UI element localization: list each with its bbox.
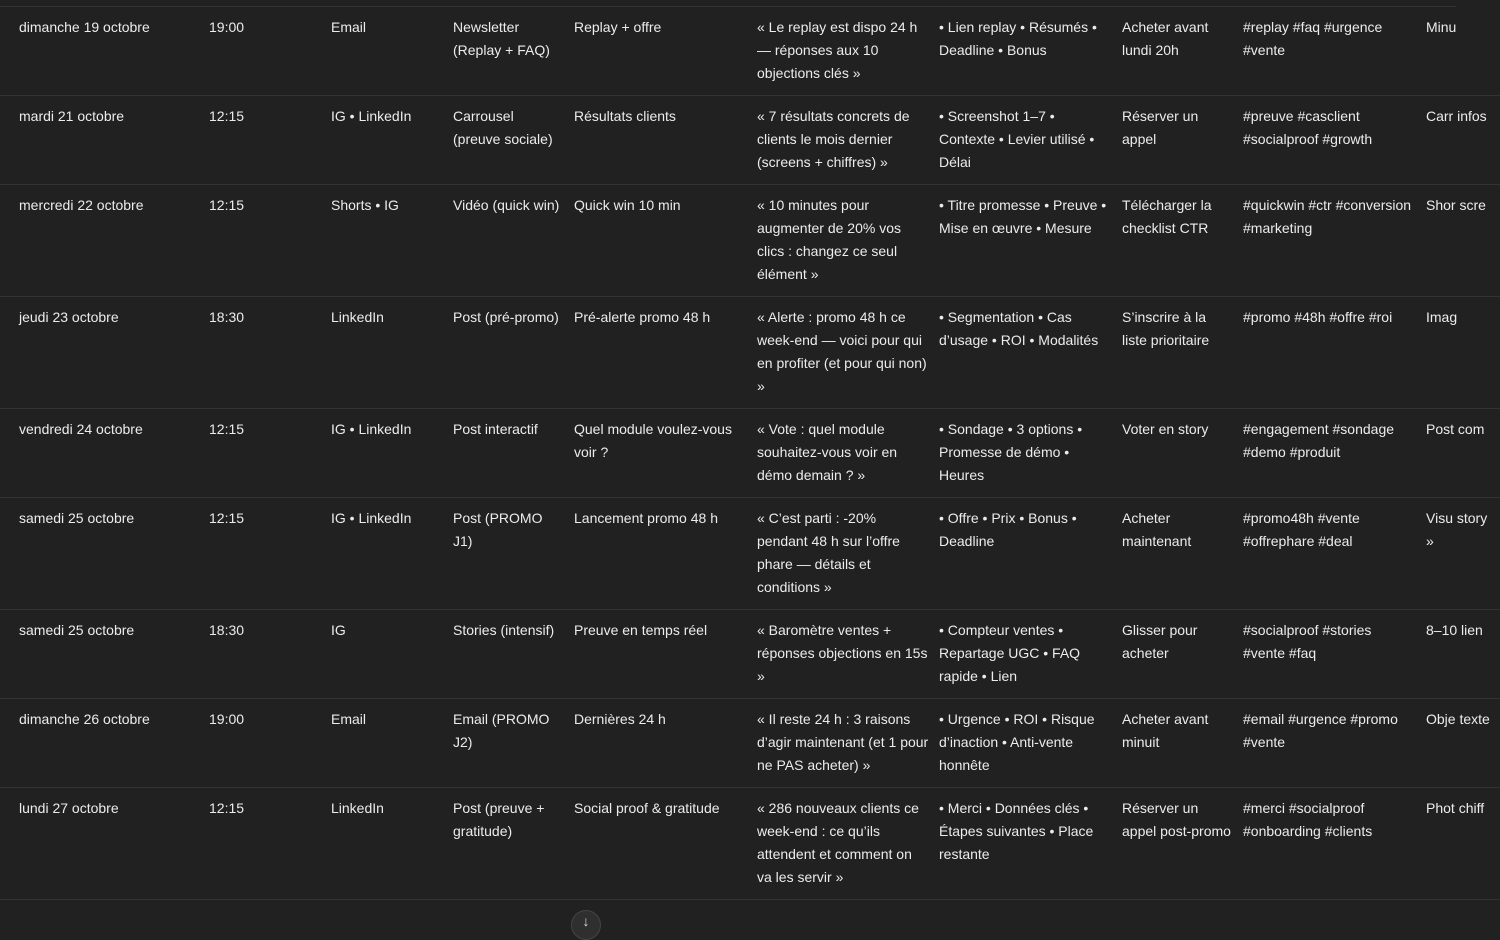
cell-format: Post (pré-promo) (453, 297, 574, 409)
cell-hook: « 10 minutes pour augmenter de 20% vos clics : changez ce seul élément » (757, 185, 939, 297)
cell-theme: Replay + offre (574, 7, 757, 96)
cell-time: 19:00 (209, 7, 331, 96)
cell-format: Post (PROMO J1) (453, 498, 574, 610)
cell-cta: Réserver un appel post-promo (1122, 788, 1243, 900)
cell-visual: 8–10 lien (1426, 610, 1500, 699)
cell-date: vendredi 24 octobre (0, 409, 209, 498)
cell-structure: • Merci • Données clés • Étapes suivantes • Place restante (939, 788, 1122, 900)
cell-channel: LinkedIn (331, 297, 453, 409)
cell-hook: « 7 résultats concrets de clients le mois dernier (screens + chiffres) » (757, 96, 939, 185)
cell-channel: Email (331, 699, 453, 788)
table-row (0, 297, 1500, 409)
table-row (0, 498, 1500, 610)
cell-visual: Carr infos (1426, 96, 1500, 185)
cell-structure: • Lien replay • Résumés • Deadline • Bonus (939, 7, 1122, 96)
cell-hook: « Vote : quel module souhaitez-vous voir en démo demain ? » (757, 409, 939, 498)
cell-cta: Télécharger la checklist CTR (1122, 185, 1243, 297)
cell-hashtags: #quickwin #ctr #conversion #marketing (1243, 185, 1426, 297)
cell-date: lundi 27 octobre (0, 788, 209, 900)
cell-cta: S’inscrire à la liste prioritaire (1122, 297, 1243, 409)
cell-theme: Pré-alerte promo 48 h (574, 297, 757, 409)
cell-hook: « Alerte : promo 48 h ce week-end — voici pour qui en profiter (et pour qui non) » (757, 297, 939, 409)
cell-hook: « Il reste 24 h : 3 raisons d’agir maintenant (et 1 pour ne PAS acheter) » (757, 699, 939, 788)
cell-structure: • Titre promesse • Preuve • Mise en œuvre • Mesure (939, 185, 1122, 297)
cell-visual: Post com (1426, 409, 1500, 498)
cell-structure: • Urgence • ROI • Risque d’inaction • Anti-vente honnête (939, 699, 1122, 788)
cell-time: 19:00 (209, 699, 331, 788)
table-row (0, 7, 1500, 96)
cell-time: 18:30 (209, 610, 331, 699)
cell-hook: « Baromètre ventes + réponses objections en 15s » (757, 610, 939, 699)
cell-theme: Quick win 10 min (574, 185, 757, 297)
table-row (0, 185, 1500, 297)
cell-format: Post interactif (453, 409, 574, 498)
cell-visual: Minu (1426, 7, 1500, 96)
cell-hashtags: #replay #faq #urgence #vente (1243, 7, 1426, 96)
cell-structure: • Segmentation • Cas d’usage • ROI • Modalités (939, 297, 1122, 409)
cell-time: 12:15 (209, 409, 331, 498)
cell-hashtags: #merci #socialproof #onboarding #clients (1243, 788, 1426, 900)
cell-visual: Shor scre (1426, 185, 1500, 297)
cell-theme: Preuve en temps réel (574, 610, 757, 699)
cell-time: 18:30 (209, 297, 331, 409)
cell-visual: Obje texte (1426, 699, 1500, 788)
cell-hashtags: #socialproof #stories #vente #faq (1243, 610, 1426, 699)
cell-channel: LinkedIn (331, 788, 453, 900)
table-row (0, 610, 1500, 699)
cell-format: Post (preuve + gratitude) (453, 788, 574, 900)
cell-theme: Résultats clients (574, 96, 757, 185)
cell-cta: Réserver un appel (1122, 96, 1243, 185)
cell-hashtags: #engagement #sondage #demo #produit (1243, 409, 1426, 498)
cell-hook: « 286 nouveaux clients ce week-end : ce qu’ils attendent et comment on va les servir » (757, 788, 939, 900)
cell-theme: Social proof & gratitude (574, 788, 757, 900)
cell-time: 12:15 (209, 498, 331, 610)
cell-date: mardi 21 octobre (0, 96, 209, 185)
cell-channel: IG • LinkedIn (331, 96, 453, 185)
cell-structure: • Sondage • 3 options • Promesse de démo • Heures (939, 409, 1122, 498)
cell-visual: Imag (1426, 297, 1500, 409)
cell-time: 12:15 (209, 788, 331, 900)
cell-date: samedi 25 octobre (0, 498, 209, 610)
cell-format: Email (PROMO J2) (453, 699, 574, 788)
cell-cta: Acheter avant lundi 20h (1122, 7, 1243, 96)
cell-cta: Acheter maintenant (1122, 498, 1243, 610)
cell-format: Vidéo (quick win) (453, 185, 574, 297)
cell-format: Stories (intensif) (453, 610, 574, 699)
cell-date: mercredi 22 octobre (0, 185, 209, 297)
table-row (0, 96, 1500, 185)
content-calendar-table (0, 7, 1500, 900)
table-row (0, 409, 1500, 498)
cell-theme: Lancement promo 48 h (574, 498, 757, 610)
cell-date: dimanche 19 octobre (0, 7, 209, 96)
cell-structure: • Screenshot 1–7 • Contexte • Levier utilisé • Délai (939, 96, 1122, 185)
cell-cta: Voter en story (1122, 409, 1243, 498)
cell-date: jeudi 23 octobre (0, 297, 209, 409)
cell-cta: Glisser pour acheter (1122, 610, 1243, 699)
cell-theme: Quel module voulez-vous voir ? (574, 409, 757, 498)
scroll-to-bottom-button[interactable] (571, 910, 601, 940)
cell-channel: Shorts • IG (331, 185, 453, 297)
cell-hook: « Le replay est dispo 24 h — réponses aux 10 objections clés » (757, 7, 939, 96)
cell-structure: • Offre • Prix • Bonus • Deadline (939, 498, 1122, 610)
cell-date: dimanche 26 octobre (0, 699, 209, 788)
cell-hook: « C’est parti : -20% pendant 48 h sur l’offre phare — détails et conditions » (757, 498, 939, 610)
cell-format: Newsletter (Replay + FAQ) (453, 7, 574, 96)
table-row (0, 699, 1500, 788)
cell-theme: Dernières 24 h (574, 699, 757, 788)
cell-hashtags: #email #urgence #promo #vente (1243, 699, 1426, 788)
arrow-down-icon: ↓ (582, 913, 590, 929)
cell-visual: Visu story » (1426, 498, 1500, 610)
cell-structure: • Compteur ventes • Repartage UGC • FAQ rapide • Lien (939, 610, 1122, 699)
cell-visual: Phot chiff (1426, 788, 1500, 900)
cell-channel: Email (331, 7, 453, 96)
cell-time: 12:15 (209, 185, 331, 297)
cell-hashtags: #promo #48h #offre #roi (1243, 297, 1426, 409)
cell-hashtags: #preuve #casclient #socialproof #growth (1243, 96, 1426, 185)
cell-cta: Acheter avant minuit (1122, 699, 1243, 788)
table-row (0, 788, 1500, 900)
cell-time: 12:15 (209, 96, 331, 185)
cell-format: Carrousel (preuve sociale) (453, 96, 574, 185)
cell-channel: IG • LinkedIn (331, 498, 453, 610)
cell-channel: IG • LinkedIn (331, 409, 453, 498)
cell-hashtags: #promo48h #vente #offrephare #deal (1243, 498, 1426, 610)
cell-date: samedi 25 octobre (0, 610, 209, 699)
cell-channel: IG (331, 610, 453, 699)
